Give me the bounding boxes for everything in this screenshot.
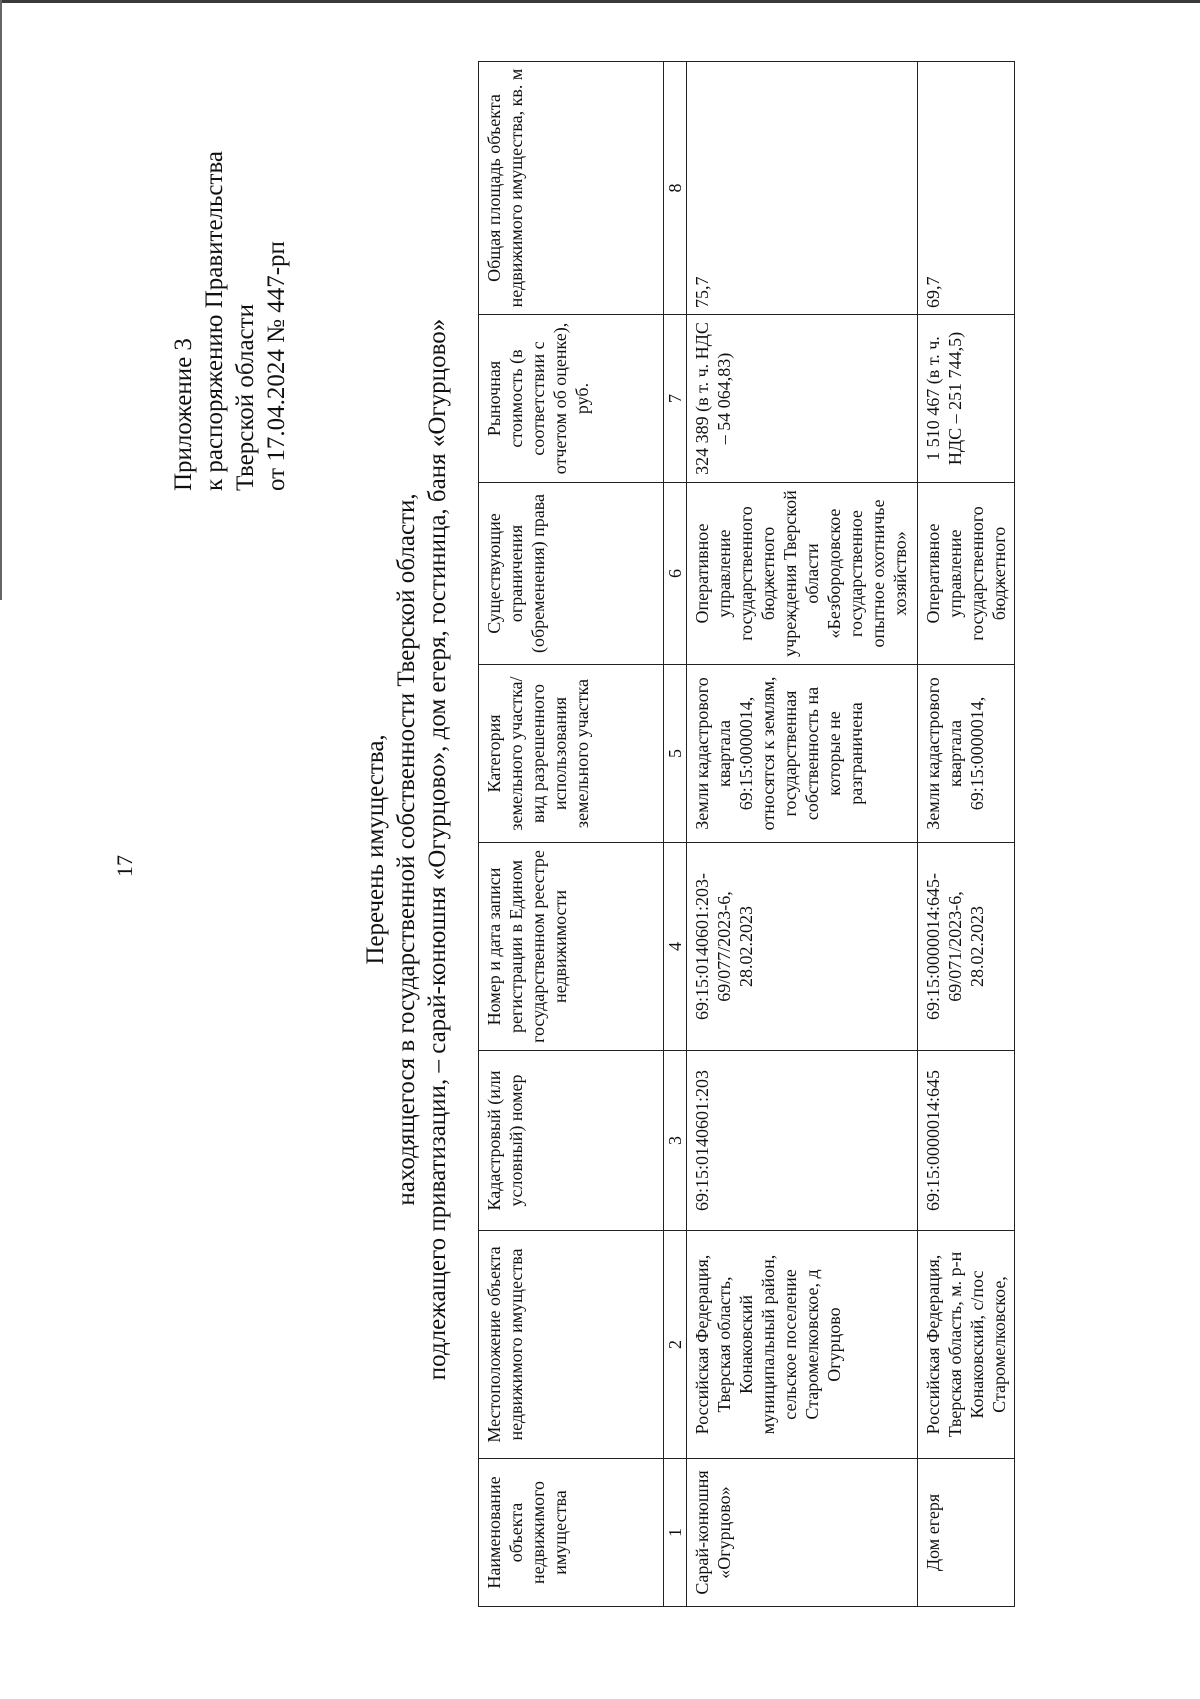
column-number-row	[664, 62, 687, 1607]
column-number: 8	[664, 62, 687, 315]
page-number: 17	[112, 855, 137, 877]
header-cell: Категория земельного участка/вид разрешенного использования земельного участка	[479, 665, 664, 843]
column-number: 2	[664, 1231, 687, 1459]
document-title	[360, 0, 453, 1699]
header-cell: Местоположение объекта недвижимого имущества	[479, 1231, 664, 1459]
column-number: 1	[664, 1459, 687, 1607]
registration-record: 69:15:0140601:203-69/077/2023-6, 28.02.2023	[687, 843, 918, 1051]
total-area: 69,7	[918, 62, 1015, 315]
appendix-header	[168, 151, 292, 491]
cadastral-number: 69:15:0000014:645	[918, 1051, 1015, 1231]
column-number: 7	[664, 315, 687, 483]
title-line: Перечень имущества,	[362, 734, 389, 965]
object-location: Российская Федерация, Тверская область, Конаковский муниципальный район, сельское поселение Старомелковское, д Огурцово	[687, 1231, 918, 1459]
title-line: подлежащего приватизации, – сарай-конюшня «Огурцово», дом егеря, гостиница, баня «Огурцово»	[424, 318, 451, 1381]
object-name: Дом егеря	[918, 1459, 1015, 1607]
cadastral-number: 69:15:0140601:203	[687, 1051, 918, 1231]
header-cell: Наименование объекта недвижимого имущества	[479, 1459, 664, 1607]
header-cell: Рыночная стоимость (в соответствии с отчетом об оценке), руб.	[479, 315, 664, 483]
column-number: 3	[664, 1051, 687, 1231]
appendix-line: Тверской области	[232, 304, 259, 491]
title-line: находящегося в государственной собственности Тверской области,	[393, 493, 420, 1206]
appendix-line: к распоряжению Правительства	[201, 150, 228, 491]
appendix-line: от 17.04.2024 № 447-рп	[263, 241, 290, 491]
column-number: 5	[664, 665, 687, 843]
table-header-row	[479, 62, 664, 1607]
restrictions: Оперативное управление государственного бюджетного учреждения Тверской области «Безбородовское государственное опытное охотничье хозяйство»	[687, 483, 918, 665]
header-cell: Кадастровый (или условный) номер	[479, 1051, 664, 1231]
market-value: 324 389 (в т. ч. НДС – 54 064,83)	[687, 315, 918, 483]
registration-record: 69:15:0000014:645-69/071/2023-6, 28.02.2023	[918, 843, 1015, 1051]
header-cell: Существующие ограничения (обременения) права	[479, 483, 664, 665]
property-table	[478, 61, 1015, 1607]
total-area: 75,7	[687, 62, 918, 315]
land-category: Земли кадастрового квартала 69:15:0000014,	[918, 665, 1015, 843]
market-value: 1 510 467 (в т. ч. НДС – 251 744,5)	[918, 315, 1015, 483]
appendix-line: Приложение 3	[170, 338, 197, 491]
land-category: Земли кадастрового квартала 69:15:0000014, относятся к землям, государственная собственность на которые не разграничена	[687, 665, 918, 843]
table-row	[918, 62, 1015, 1607]
table-row	[687, 62, 918, 1607]
column-number: 4	[664, 843, 687, 1051]
restrictions: Оперативное управление государственного бюджетного	[918, 483, 1015, 665]
header-cell: Общая площадь объекта недвижимого имущества, кв. м	[479, 62, 664, 315]
object-location: Российская Федерация, Тверская область, м. р-н Конаковский, с/пос Старомелковское,	[918, 1231, 1015, 1459]
header-cell: Номер и дата записи регистрации в Едином государственном реестре недвижимости	[479, 843, 664, 1051]
object-name: Сарай-конюшня «Огурцово»	[687, 1459, 918, 1607]
column-number: 6	[664, 483, 687, 665]
